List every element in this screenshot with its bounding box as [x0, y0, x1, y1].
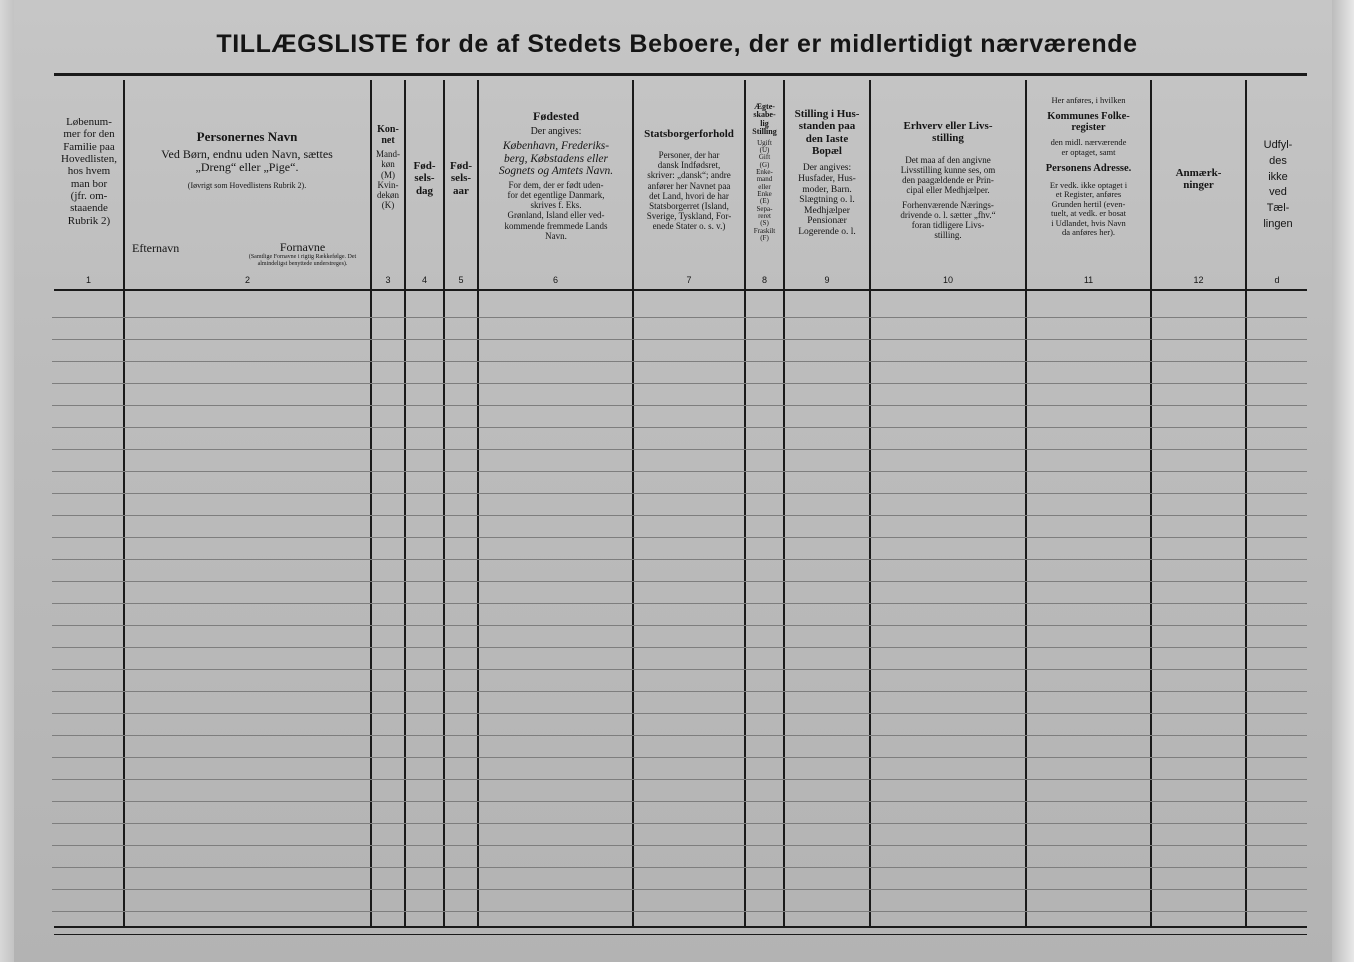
- col-2-sub-left: [132, 242, 212, 255]
- col-3-text: Mand- køn (M) Kvin- dekøn (K): [376, 149, 400, 210]
- col-6-text: Der angives:: [530, 126, 582, 138]
- ruled-row-line: [52, 317, 1307, 318]
- col-9-title: Stilling i Hus- standen paa den Iaste Bopæl: [794, 108, 860, 157]
- col-11-pre: Her anføres, i hvilken: [1051, 96, 1126, 105]
- col-9-text: Der angives: Husfader, Hus- moder, Barn. Slægtning o. l. Medhjælper Pensionær Logerende o. l.: [798, 163, 856, 237]
- col-1-text: Løbenum- mer for den Familie paa Hovedlisten, hos hvem man bor (jfr. om- staaende Rubrik 2): [61, 116, 117, 227]
- col-number: 1: [85, 275, 91, 285]
- header-bottom-rule: [54, 289, 1307, 291]
- ruled-row-line: [52, 801, 1307, 802]
- col-2-note: (Iøvrigt som Hovedlistens Rubrik 2).: [187, 181, 307, 191]
- ruled-row-line: [52, 515, 1307, 516]
- column-divider: [123, 80, 125, 926]
- ruled-row-line: [52, 779, 1307, 780]
- col-10-text2: Forhenværende Nærings- drivende o. l. sætter „fhv.“ foran tidligere Livs- stilling.: [900, 199, 996, 241]
- col-10-text: Det maa af den angivne Livsstilling kunne ses, om den paagældende er Prin- cipal eller Medhjælper.: [900, 154, 996, 195]
- surname-label: Efternavn: [132, 242, 180, 255]
- col-number: 2: [244, 275, 250, 285]
- paper-edge-left: [0, 0, 14, 962]
- ruled-row-line: [52, 339, 1307, 340]
- col-2-sub-right: [240, 241, 365, 267]
- col-number: 11: [1083, 275, 1094, 285]
- ruled-row-line: [52, 471, 1307, 472]
- ruled-row-line: [52, 559, 1307, 560]
- ruled-row-line: [52, 405, 1307, 406]
- top-rule: [54, 73, 1307, 76]
- ruled-row-line: [52, 361, 1307, 362]
- col-5-title: Fød- sels- aar: [450, 160, 472, 197]
- col-11-title2: Personens Adresse.: [1045, 163, 1132, 175]
- col-7-header: [634, 128, 744, 231]
- col-3-header: [372, 124, 404, 210]
- col-number: 12: [1193, 275, 1204, 285]
- col-12-header: [1152, 167, 1245, 195]
- ruled-row-line: [52, 757, 1307, 758]
- col-4-header: [406, 160, 443, 200]
- col-d-header: [1247, 137, 1309, 232]
- col-7-text: Personer, der har dansk Indfødsret, skriver: „dansk“; andre anfører her Navnet paa det Land, hvori de har Statsborgerret (Island, Sverige, Tyskland, For- enede Stater o. s. v.): [646, 150, 732, 231]
- col-number: 5: [458, 275, 464, 285]
- col-11-text: den midl. nærværende er optaget, samt: [1050, 137, 1127, 157]
- column-divider: [443, 80, 445, 926]
- col-3-title: Kon- net: [377, 124, 399, 147]
- col-9-header: [785, 108, 869, 238]
- col-5-header: [445, 160, 477, 200]
- col-6-title: Fødested: [533, 110, 579, 123]
- ruled-row-line: [52, 581, 1307, 582]
- col-number: 9: [824, 275, 830, 285]
- col-8-title: Ægte- skabe- lig Stilling: [752, 103, 777, 137]
- col-number: 7: [686, 275, 692, 285]
- column-divider: [477, 80, 479, 926]
- col-7-title: Statsborgerforhold: [644, 128, 734, 140]
- ruled-row-line: [52, 735, 1307, 736]
- col-6-header: [480, 110, 632, 241]
- page-title: TILLÆGSLISTE for de af Stedets Beboere, der er midlertidigt nærværende: [216, 30, 1138, 58]
- col-11-text2: Er vedk. ikke optaget i et Register, anføres Grunden hertil (even- tuelt, at vedk. er bosat i Udlandet, hvis Navn da anføres her).: [1049, 179, 1128, 238]
- col-6-text2: For dem, der er født uden- for det egentlige Danmark, skrives f. Eks. Grønland, Island eller ved- kommende fremmede Lands Navn.: [504, 180, 608, 241]
- col-8-header: [746, 103, 783, 242]
- column-divider: [1150, 80, 1152, 926]
- col-12-title: Anmærk- ninger: [1175, 167, 1222, 192]
- ruled-row-line: [52, 713, 1307, 714]
- col-d-text: Udfyl- des ikke ved Tæl- lingen: [1263, 139, 1293, 230]
- ruled-row-line: [52, 603, 1307, 604]
- ruled-row-line: [52, 889, 1307, 890]
- col-11-title: Kommunes Folke- register: [1047, 110, 1130, 134]
- ruled-row-line: [52, 867, 1307, 868]
- given-names-label: Fornavne: [279, 241, 326, 254]
- paper-edge-right: [1332, 0, 1354, 962]
- col-number: d: [1274, 275, 1280, 285]
- col-number: 4: [421, 275, 427, 285]
- ruled-row-line: [52, 427, 1307, 428]
- bottom-rule: [54, 926, 1307, 928]
- ruled-row-line: [52, 383, 1307, 384]
- col-11-header: [1027, 96, 1150, 238]
- col-number: 6: [552, 275, 558, 285]
- ruled-row-line: [52, 823, 1307, 824]
- given-names-note: (Samtlige Fornavne i rigtig Rækkefølge. Det almindeligst benyttede understreges).: [248, 254, 357, 267]
- ruled-row-line: [52, 493, 1307, 494]
- col-8-text: Ugift (U) Gift (G) Enke- mand eller Enke (E) Sepa- reret (S) Fraskilt (F): [753, 138, 776, 243]
- col-number: 3: [385, 275, 391, 285]
- ruled-row-line: [52, 911, 1307, 912]
- ruled-row-line: [52, 669, 1307, 670]
- col-2-header: [127, 130, 367, 191]
- col-4-title: Fød- sels- dag: [413, 160, 436, 197]
- col-6-italic: København, Frederiks- berg, Købstadens eller Sognets og Amtets Navn.: [498, 139, 614, 178]
- col-10-header: [871, 120, 1025, 240]
- col-2-title: Personernes Navn: [196, 130, 298, 144]
- ruled-row-line: [52, 647, 1307, 648]
- bottom-rule-secondary: [54, 934, 1307, 935]
- ruled-row-line: [52, 449, 1307, 450]
- ruled-row-line: [52, 625, 1307, 626]
- ruled-row-line: [52, 537, 1307, 538]
- ruled-row-line: [52, 691, 1307, 692]
- col-10-title: Erhverv eller Livs- stilling: [903, 120, 993, 145]
- col-number: 8: [761, 275, 767, 285]
- col-2-text: Ved Børn, endnu uden Navn, sættes „Dreng“ eller „Pige“.: [161, 146, 333, 174]
- col-number: 10: [942, 275, 953, 285]
- column-divider: [404, 80, 406, 926]
- ruled-row-line: [52, 845, 1307, 846]
- col-1-header: [56, 116, 122, 227]
